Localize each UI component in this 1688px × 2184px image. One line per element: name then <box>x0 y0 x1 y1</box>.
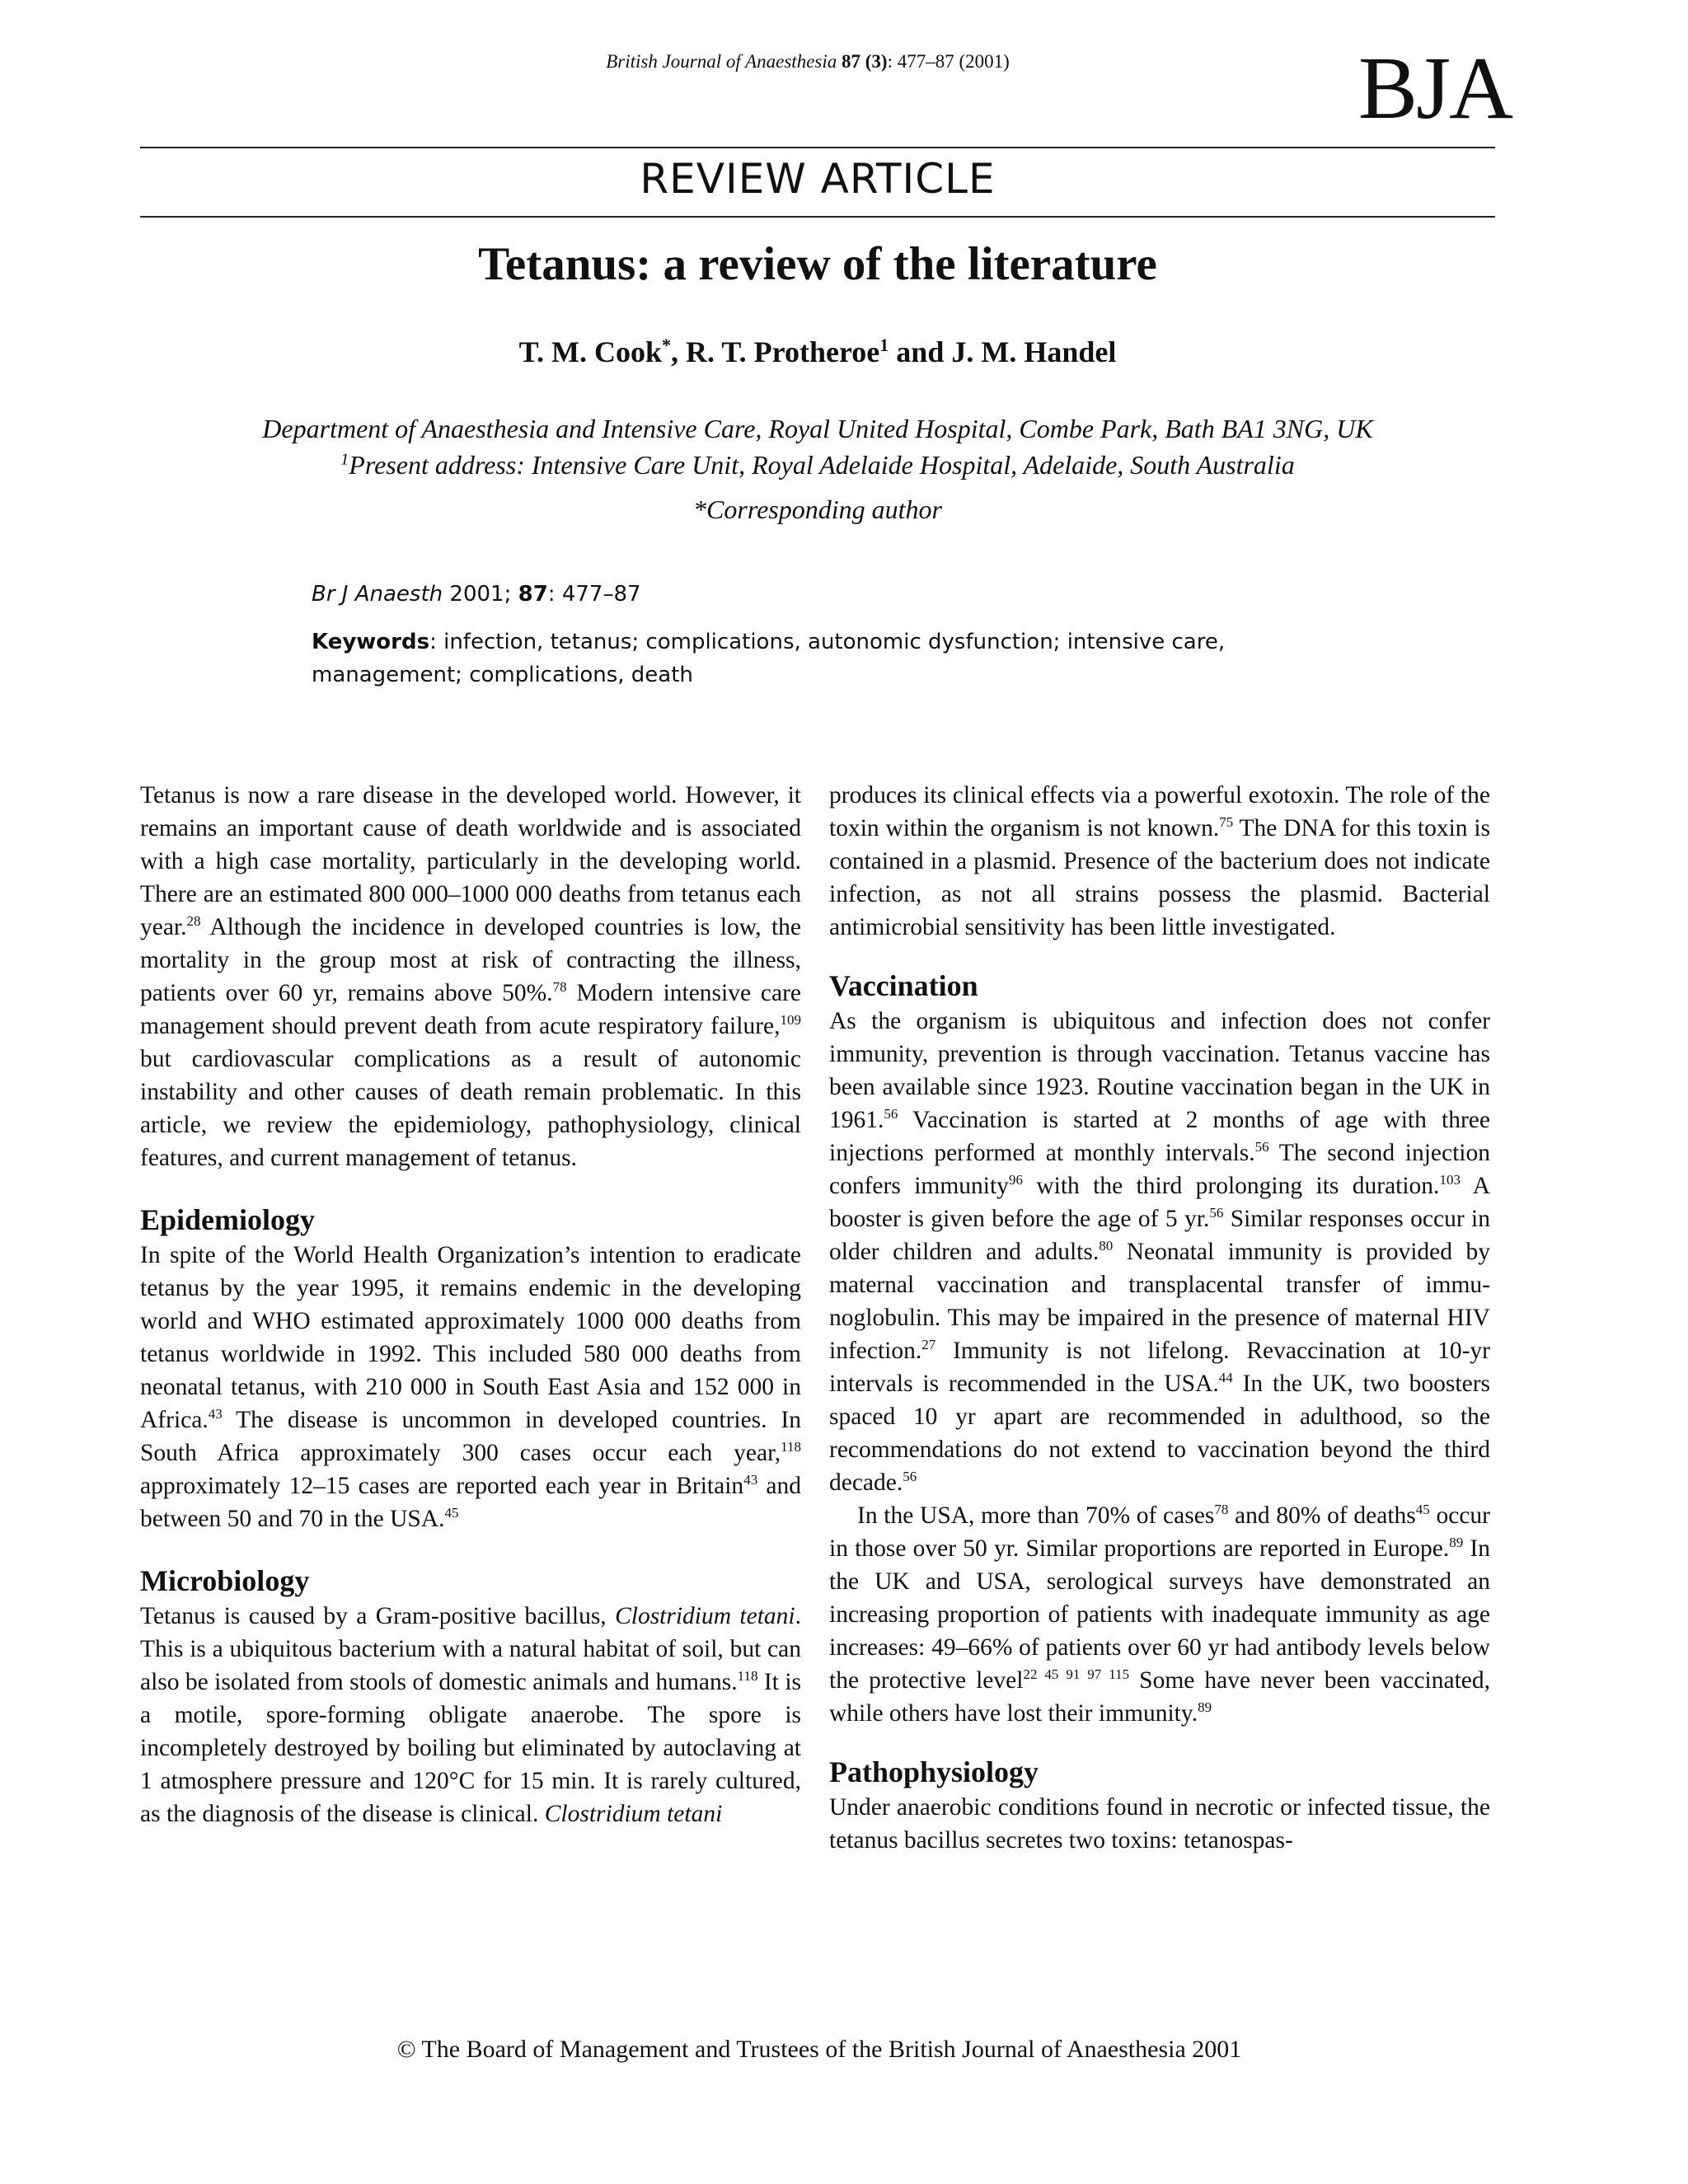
body-text: Immunity is not lifelong. Revaccination at 10-yr intervals is recommended in the USA. <box>829 1338 1490 1397</box>
reference-superscript: 43 <box>208 1406 223 1422</box>
body-text: Neonatal immunity is provided by maternal vaccination and transplacental transfer of immunoglobulin. This may be impaired in the presence of maternal HIV infection. <box>829 1239 1490 1364</box>
affiliation-line <box>99 450 1536 480</box>
journal-logo: BJA <box>1358 40 1512 138</box>
keywords-line-2: management; complications, death <box>312 663 693 687</box>
body-text: In the UK and USA, serological surveys have demonstrated an increasing proportion of patients with inadequate immunity as age increases: 49–66% of patients over 60 yr had antibody levels below the protective level <box>829 1535 1490 1694</box>
epidemiology-paragraph <box>140 1239 801 1535</box>
body-text: Vaccination is started at 2 months of age with three injections performed at monthly intervals. <box>829 1107 1490 1166</box>
section-heading-epidemiology: Epidemiology <box>140 1203 316 1236</box>
section-heading-pathophysiology: Pathophysiology <box>829 1755 1039 1788</box>
reference-superscript: 118 <box>737 1668 758 1685</box>
reference-superscript: 109 <box>780 1012 801 1029</box>
body-text: approximately 12–15 cases are reported each year in Britain <box>140 1473 744 1499</box>
reference-superscript: 22 45 91 97 115 <box>1023 1666 1130 1683</box>
reference-superscript: 118 <box>781 1439 801 1455</box>
reference-superscript: 44 <box>1218 1370 1233 1386</box>
body-text: The disease is uncommon in developed countries. In South Africa approximately 300 cases occur each year, <box>140 1407 801 1466</box>
body-text: In spite of the World Health Organization’s intention to eradicate tetanus by the year 1995, it remains endemic in the developing world and WHO estimated approximately 1000 000 deaths from tetanus worldwide in 1992. This included 580 000 deaths from neonatal tetanus, with 210 000 in South East Asia and 152 000 in Africa. <box>140 1242 801 1433</box>
body-text: but cardiovascular complications as a result of autonomic instability and other causes of death remain problematic. In this article, we review the epidemiology, pathophysiology, clinical features, and current management of tetanus. <box>140 1046 801 1171</box>
reference-superscript: 43 <box>743 1472 758 1488</box>
body-text: Tetanus is now a rare disease in the developed world. However, it remains an important cause of death worldwide and is associated with a high case mortality, particularly in the developing world. There are an estimated 800 000–1000 000 deaths from tetanus each year. <box>140 782 801 940</box>
author-list <box>140 335 1495 369</box>
body-text: Tetanus is caused by a Gram-positive bacillus, <box>140 1603 616 1629</box>
body-text: Modern intensive care management should prevent death from acute respiratory failure, <box>140 980 801 1039</box>
microbiology-continued-paragraph <box>829 779 1490 944</box>
citation-volume: 87 <box>518 582 548 607</box>
body-text: As the organism is ubiquitous and infection does not confer immunity, prevention is through vaccination. Tetanus vaccine has been available since 1923. Routine vaccination began in the UK in 1961. <box>829 1008 1490 1133</box>
reference-superscript: 103 <box>1439 1172 1461 1188</box>
section-heading-vaccination: Vaccination <box>829 969 978 1002</box>
body-text: It is a motile, spore-forming obligate anaerobe. The spore is incompletely destroyed by boiling but eliminated by autoclaving at 1 atmosphere pressure and 120°C for 15 min. It is rarely cultured, as the diagnosis of the disease is clinical. <box>140 1669 802 1827</box>
reference-superscript: 56 <box>1254 1139 1269 1155</box>
affiliation-line: Department of Anaesthesia and Intensive Care, Royal United Hospital, Combe Park, Bath BA1 3NG, UK <box>262 414 1373 443</box>
corresponding-author-note: *Corresponding author <box>693 494 942 524</box>
header-rule-bottom <box>140 216 1495 218</box>
reference-superscript: 80 <box>1099 1238 1114 1254</box>
body-text: Some have never been vaccinated, while others have lost their immunity. <box>829 1667 1490 1727</box>
body-text: with the third prolonging its duration. <box>1022 1173 1440 1199</box>
keywords-label: Keywords <box>312 630 430 654</box>
author-name: T. M. Cook <box>518 335 662 368</box>
species-name: Clostridium tetani <box>615 1603 795 1629</box>
right-column <box>829 779 1490 1857</box>
author-mark: 1 <box>879 335 889 355</box>
body-text: A booster is given before the age of 5 yr. <box>829 1173 1490 1232</box>
keywords-line <box>312 630 1225 654</box>
copyright-footer: © The Board of Management and Trustees of the British Journal of Anaesthesia 2001 <box>396 2036 1242 2063</box>
reference-superscript: 96 <box>1008 1172 1023 1188</box>
intro-paragraph <box>140 779 801 1174</box>
author-name: , R. T. Protheroe <box>670 335 880 368</box>
body-text: and between 50 and 70 in the USA. <box>140 1473 802 1532</box>
reference-superscript: 89 <box>1449 1535 1464 1551</box>
journal-volume: 87 <box>842 51 860 72</box>
reference-superscript: 56 <box>1209 1205 1224 1221</box>
reference-superscript: 28 <box>186 913 201 930</box>
author-mark: * <box>661 335 671 355</box>
header-rule-top <box>140 147 1495 148</box>
journal-abbrev: Br J Anaesth <box>312 582 443 607</box>
body-text: Similar responses occur in older children and adults. <box>829 1206 1490 1265</box>
keywords-text: : infection, tetanus; complications, autonomic dysfunction; intensive care, <box>429 630 1226 654</box>
section-label: REVIEW ARTICLE <box>640 155 996 203</box>
body-text: and 80% of deaths <box>1228 1502 1416 1529</box>
body-text: Although the incidence in developed countries is low, the mortality in the group most at risk of contracting the illness, patients over 60 yr, remains above 50%. <box>140 914 801 1006</box>
reference-superscript: 78 <box>1214 1502 1229 1518</box>
affiliation-mark: 1 <box>340 450 349 469</box>
article-title: Tetanus: a review of the literature <box>478 238 1157 290</box>
reference-superscript: 89 <box>1198 1699 1212 1716</box>
body-text: produces its clinical effects via a powerful exotoxin. The role of the toxin within the organism is not known. <box>829 782 1490 841</box>
body-text: Under anaerobic conditions found in necrotic or infected tissue, the tetanus bacillus secretes two toxins: tetanospas- <box>829 1794 1490 1854</box>
citation-pages: : 477–87 <box>547 582 641 607</box>
reference-superscript: 45 <box>1415 1502 1430 1518</box>
citation-year: 2001; <box>443 582 518 607</box>
reference-superscript: 56 <box>884 1106 898 1122</box>
reference-superscript: 75 <box>1219 814 1234 831</box>
reference-superscript: 56 <box>903 1469 917 1485</box>
journal-name: British Journal of Anaesthesia <box>606 51 837 72</box>
body-text: The DNA for this toxin is contained in a plasmid. Presence of the bacterium does not indicate infection, as not all strains possess the plasmid. Bacterial antimicrobial sensitivity has been little investigated. <box>829 815 1490 940</box>
body-text: The second injection confers immunity <box>829 1140 1491 1199</box>
reference-superscript: 27 <box>921 1337 936 1353</box>
body-text: In the USA, more than 70% of cases <box>857 1502 1215 1529</box>
journal-issue: (3) <box>865 51 888 72</box>
species-name: Clostridium tetani <box>544 1801 723 1827</box>
vaccination-paragraph-2 <box>829 1499 1490 1730</box>
body-text: In the UK, two boosters spaced 10 yr apart are recommended in adulthood, so the recommendations do not extend to vaccination beyond the third decade. <box>829 1371 1490 1496</box>
microbiology-paragraph <box>140 1600 801 1830</box>
section-heading-microbiology: Microbiology <box>140 1564 310 1597</box>
body-text: occur in those over 50 yr. Similar proportions are reported in Europe. <box>829 1502 1491 1562</box>
reference-superscript: 78 <box>552 979 567 996</box>
reference-superscript: 45 <box>444 1505 459 1521</box>
author-name: and J. M. Handel <box>889 335 1117 368</box>
journal-pages-year: : 477–87 (2001) <box>887 51 1010 72</box>
vaccination-paragraph <box>829 1005 1490 1499</box>
left-column <box>140 779 801 1830</box>
pathophysiology-paragraph <box>829 1791 1490 1857</box>
affiliation-text: Present address: Intensive Care Unit, Royal Adelaide Hospital, Adelaide, South Australia <box>349 450 1295 480</box>
journal-reference <box>312 582 641 607</box>
body-text: . This is a ubiquitous bacterium with a natural habitat of soil, but can also be isolated from stools of domestic animals and humans. <box>140 1603 801 1695</box>
